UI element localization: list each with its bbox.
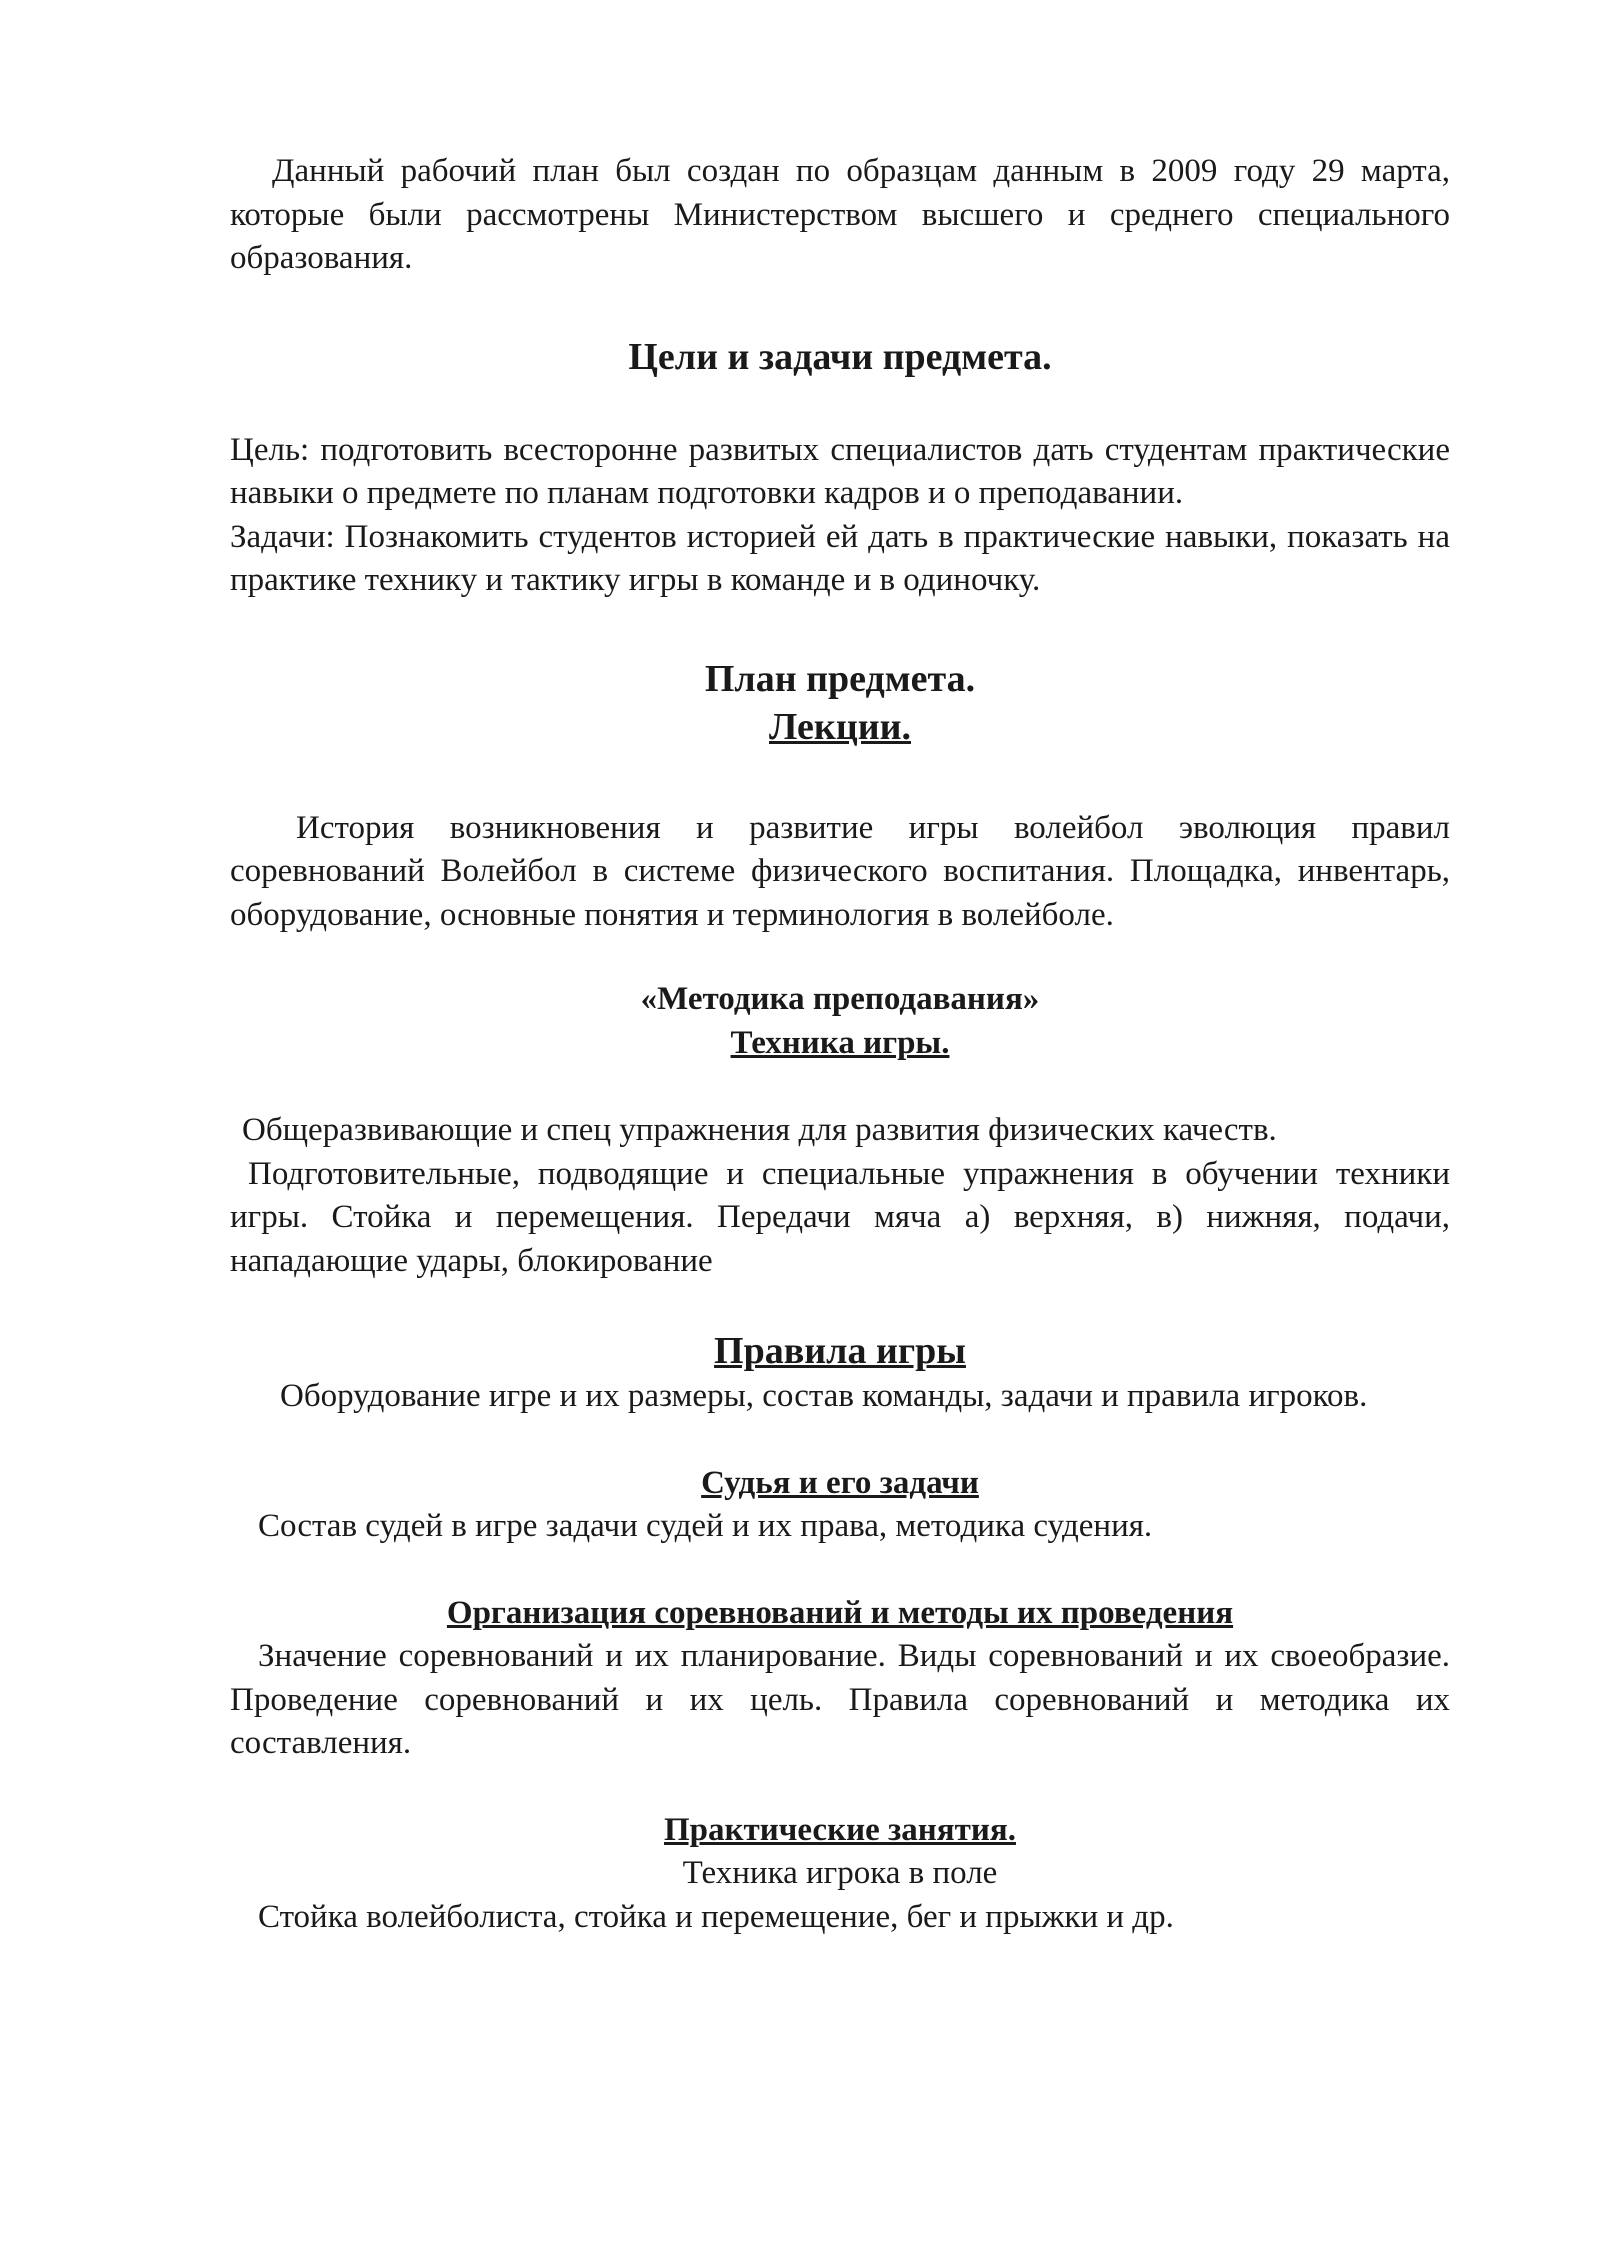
technique-heading: Техника игры. bbox=[730, 1024, 950, 1061]
plan-heading: План предмета. bbox=[704, 657, 976, 700]
player-technique-subheading: Техника игрока в поле bbox=[682, 1855, 998, 1891]
goals-heading: Цели и задачи предмета. bbox=[628, 335, 1052, 378]
lectures-heading: Лекции. bbox=[769, 705, 911, 748]
rules-heading: Правила игры bbox=[714, 1330, 966, 1372]
document-page bbox=[230, 150, 1450, 1939]
referee-paragraph: Состав судей в игре задачи судей и их права, методика судения. bbox=[258, 1508, 1153, 1544]
technique-paragraph: Подготовительные, подводящие и специальные упражнения в обучении техники игры. Стойка и перемещения. Передачи мяча а) верхняя, в) нижняя, подачи, нападающие удары, блокирование bbox=[230, 1155, 1450, 1279]
exercises-line: Общеразвивающие и спец упражнения для развития физических качеств. bbox=[242, 1112, 1277, 1148]
practice-paragraph: Стойка волейболиста, стойка и перемещение, бег и прыжки и др. bbox=[258, 1898, 1174, 1935]
tasks-paragraph: Задачи: Познакомить студентов историей ей дать в практические навыки, показать на практике технику и тактику игры в команде и в одиночку. bbox=[230, 518, 1450, 598]
intro-paragraph: Данный рабочий план был создан по образцам данным в 2009 году 29 марта, которые были рассмотрены Министерством высшего и среднего специального образования. bbox=[230, 153, 1450, 276]
organization-paragraph: Значение соревнований и их планирование. Виды соревнований и их своеобразие. Проведение соревнований и их цель. Правила соревнований и методика их составления. bbox=[230, 1638, 1450, 1761]
lectures-paragraph: История возникновения и развитие игры волейбол эволюция правил соревнований Волейбол в системе физического воспитания. Площадка, инвентарь, оборудование, основные понятия и терминология в волейболе. bbox=[230, 809, 1450, 933]
goal-paragraph: Цель: подготовить всесторонне развитых специалистов дать студентам практические навыки о предмете по планам подготовки кадров и о преподавании. bbox=[230, 431, 1450, 511]
rules-paragraph: Оборудование игре и их размеры, состав команды, задачи и правила игроков. bbox=[280, 1378, 1368, 1414]
method-heading: «Методика преподавания» bbox=[640, 981, 1040, 1017]
referee-heading: Судья и его задачи bbox=[701, 1464, 979, 1501]
practice-heading: Практические занятия. bbox=[664, 1811, 1016, 1848]
organization-heading: Организация соревнований и методы их проведения bbox=[446, 1594, 1234, 1631]
